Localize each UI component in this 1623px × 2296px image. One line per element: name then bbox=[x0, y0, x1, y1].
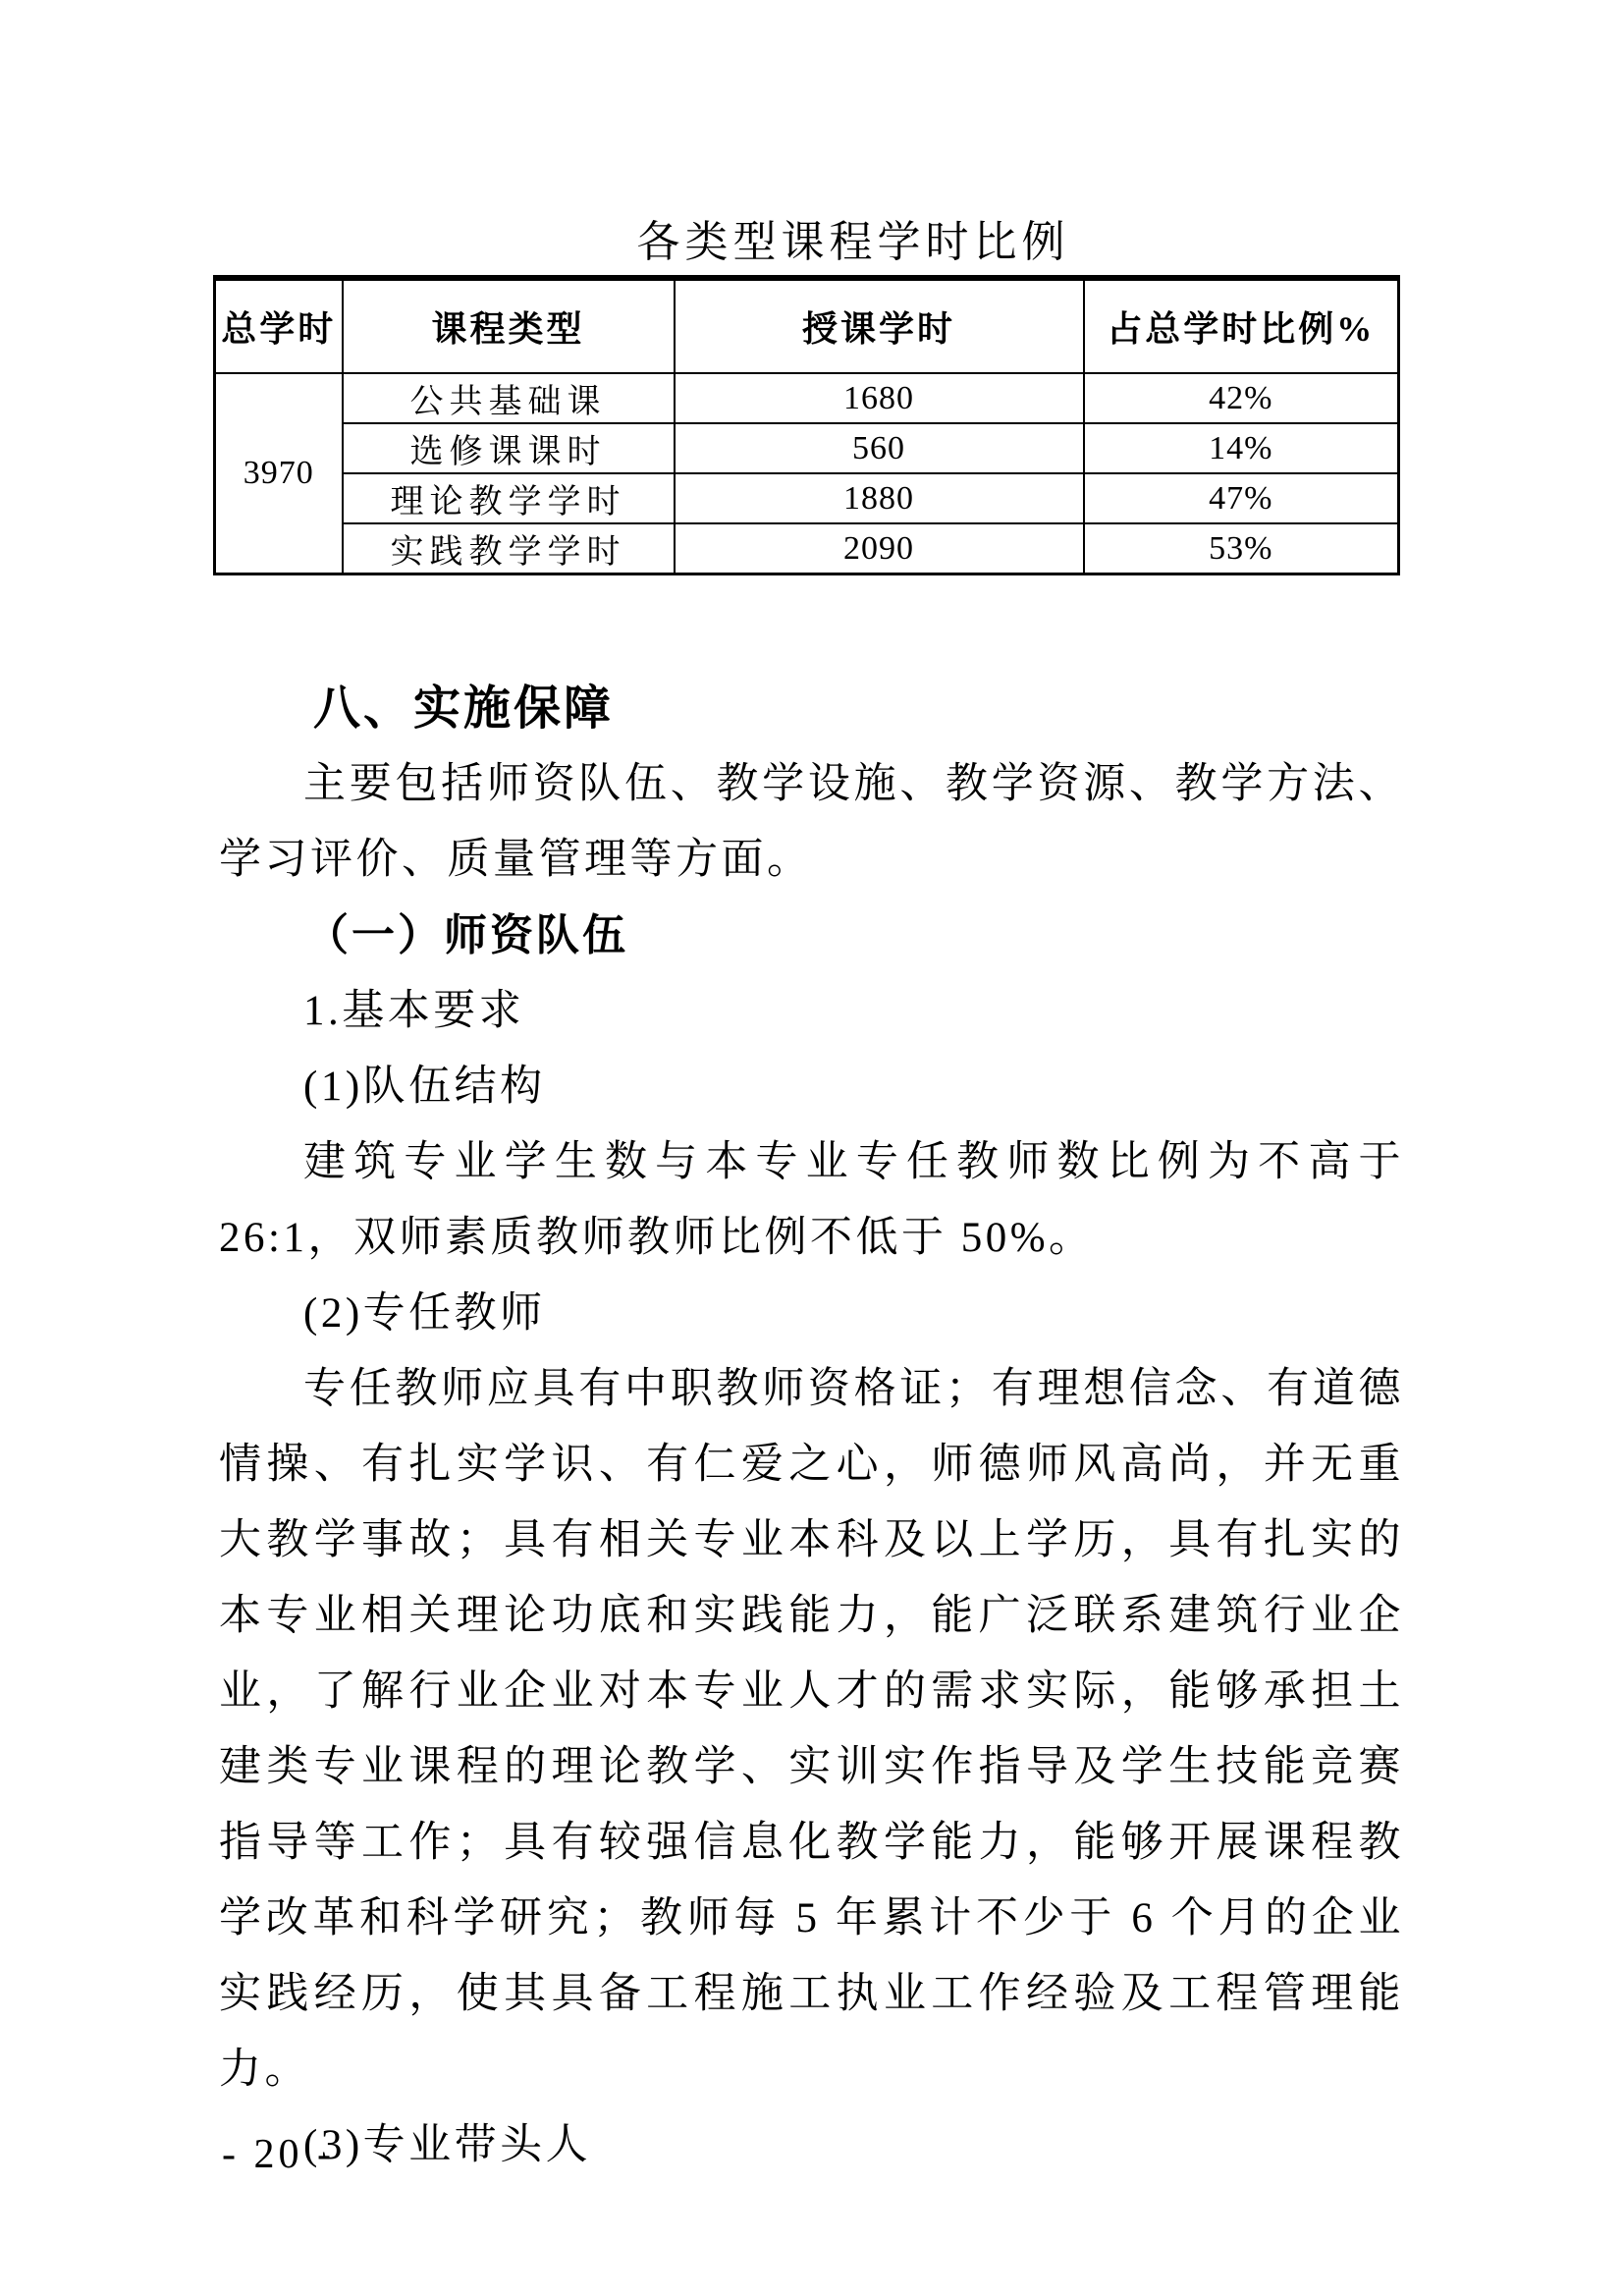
intro-paragraph: 主要包括师资队伍、教学设施、教学资源、教学方法、学习评价、质量管理等方面。 bbox=[219, 761, 1404, 883]
total-hours-cell: 3970 bbox=[215, 373, 343, 574]
course-type-cell: 公共基础课 bbox=[343, 373, 675, 423]
header-class-hours: 授课学时 bbox=[675, 278, 1084, 373]
item-basic-requirements: 1.基本要求 bbox=[303, 988, 525, 1034]
item-major-leader: (3)专业带头人 bbox=[303, 2122, 592, 2168]
course-type-cell: 理论教学学时 bbox=[343, 473, 675, 523]
hours-cell: 1680 bbox=[675, 373, 1084, 423]
table-row bbox=[215, 473, 1399, 523]
item-fulltime-teachers: (2)专任教师 bbox=[303, 1290, 546, 1337]
table-row bbox=[215, 373, 1399, 423]
ratio-cell: 53% bbox=[1084, 523, 1399, 574]
header-course-type: 课程类型 bbox=[343, 278, 675, 373]
table-title: 各类型课程学时比例 bbox=[636, 218, 1070, 266]
paragraph-fulltime-teachers: 专任教师应具有中职教师资格证；有理想信念、有道德情操、有扎实学识、有仁爱之心，师德师风高尚，并无重大教学事故；具有相关专业本科及以上学历，具有扎实的本专业相关理论功底和实践能力，能广泛联系建筑行业企业，了解行业企业对本专业人才的需求实际，能够承担土建类专业课程的理论教学、实训实作指导及学生技能竞赛指导等工作；具有较强信息化教学能力，能够开展课程教学改革和科学研究；教师每 5 年累计不少于 6 个月的企业实践经历，使其具备工程施工执业工作经验及工程管理能力。 bbox=[219, 1366, 1404, 2093]
header-ratio: 占总学时比例% bbox=[1084, 278, 1399, 373]
table-row bbox=[215, 423, 1399, 473]
paragraph-team-structure: 建筑专业学生数与本专业专任教师数比例为不高于 26:1，双师素质教师教师比例不低于 50%。 bbox=[219, 1139, 1404, 1261]
page-number: - 20 - bbox=[222, 2132, 335, 2177]
section-heading: 八、实施保障 bbox=[313, 683, 615, 735]
document-body bbox=[219, 671, 1404, 2183]
header-total-hours: 总学时 bbox=[215, 278, 343, 373]
subsection-heading: （一）师资队伍 bbox=[305, 911, 628, 959]
table-row bbox=[215, 523, 1399, 574]
ratio-cell: 47% bbox=[1084, 473, 1399, 523]
hours-cell: 1880 bbox=[675, 473, 1084, 523]
course-type-cell: 实践教学学时 bbox=[343, 523, 675, 574]
item-team-structure: (1)队伍结构 bbox=[303, 1064, 546, 1110]
hours-cell: 2090 bbox=[675, 523, 1084, 574]
course-type-cell: 选修课课时 bbox=[343, 423, 675, 473]
table-header-row bbox=[215, 278, 1399, 373]
course-hours-ratio-table bbox=[213, 275, 1400, 575]
hours-cell: 560 bbox=[675, 423, 1084, 473]
ratio-cell: 14% bbox=[1084, 423, 1399, 473]
ratio-cell: 42% bbox=[1084, 373, 1399, 423]
